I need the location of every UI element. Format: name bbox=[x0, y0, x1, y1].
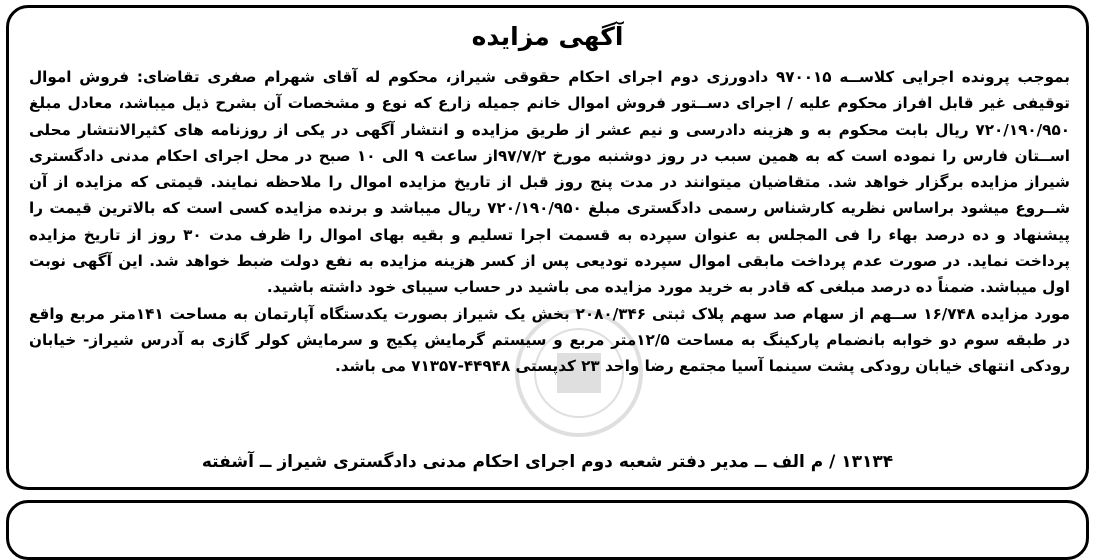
auction-notice-box bbox=[6, 5, 1089, 490]
notice-paragraph-1: بموجب پرونده اجرایی کلاســه ۹۷۰۰۱۵ دادورزی دوم اجرای احکام حقوقی شیراز، محکوم له آقای شهرام صفری تقاضای: فروش اموال توقیفی غیر قابل افراز محکوم علیه / اجرای دســتور فروش اموال خانم جمیله زارع که نوع و مشخصات آن بشرح ذیل میباشد، معادل مبلغ ۷۲۰/۱۹۰/۹۵۰ ریال بابت محکوم به و هزینه دادرسی و نیم عشر از طریق مزایده و انتشار آگهی در یکی از روزنامه های کثیرالانتشار محلی اســتان فارس را نموده است که به همین سبب در روز دوشنبه مورخ ۹۷/۷/۲از ساعت ۹ الی ۱۰ صبح در محل اجرای احکام مدنی دادگستری شیراز مزایده برگزار خواهد شد. متقاضیان میتوانند در مدت پنج روز قبل از تاریخ مزایده اموال را ملاحظه نمایند. قیمتی که مزایده از آن شــروع میشود براساس نظریه کارشناس رسمی دادگستری مبلغ ۷۲۰/۱۹۰/۹۵۰ ریال میباشد و برنده مزایده کسی است که بالاترین قیمت را پیشنهاد و ده درصد بهاء را فی المجلس به عنوان سپرده به قسمت اجرا تسلیم و بقیه بهای اموال را ظرف مدت ۳۰ روز از تاریخ مزایده پرداخت نماید. در صورت عدم پرداخت مابقی اموال سپرده تودیعی پس از کسر هزینه مزایده به نفع دولت ضبط خواهد شد. این آگهی نوبت اول میباشد. ضمناً ده درصد مبلغی که قادر به خرید مورد مزایده می باشید در حساب سیبای خود داشته باشید. bbox=[29, 68, 1071, 297]
notice-title: آگهی مزایده bbox=[471, 22, 624, 51]
next-notice-box bbox=[6, 500, 1089, 560]
notice-paragraph-2: مورد مزایده ۱۶/۷۴۸ ســهم از سهام صد سهم پلاک ثبتی ۲۰۸۰/۳۴۶ بخش یک شیراز بصورت یکدستگاه آپارتمان به مساحت ۱۴۱متر مربع واقع در طبقه سوم دو خوابه بانضمام پارکینگ به مساحت ۱۲/۵متر مربع و سیستم گرمایش پکیج و سرمایش کولر گازی به آدرس شیراز- خیابان رودکی انتهای خیابان رودکی پشت سینما آسیا مجتمع رضا واحد ۲۳ کدپستی ۴۴۹۴۸-۷۱۳۵۷ می باشد. bbox=[29, 304, 1070, 376]
notice-footer: ۱۳۱۳۴ / م الف ــ مدیر دفتر شعبه دوم اجرای احکام مدنی دادگستری شیراز ــ آشفته bbox=[201, 452, 894, 472]
notice-body bbox=[29, 64, 1070, 380]
